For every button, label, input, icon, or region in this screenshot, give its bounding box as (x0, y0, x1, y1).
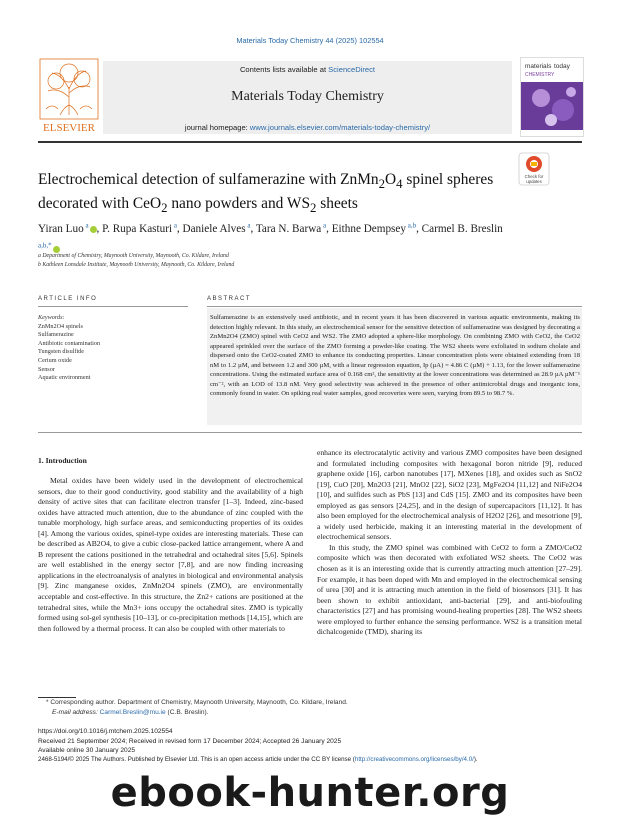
affiliation-a: a Department of Chemistry, Maynooth University, Maynooth, Co. Kildare, Ireland (38, 253, 229, 259)
homepage-line (103, 123, 512, 132)
contents-prefix: Contents lists available at (239, 65, 329, 74)
affiliation-b: b Kathleen Lonsdale Institute, Maynooth University, Maynooth, Co. Kildare, Ireland (38, 262, 235, 268)
journal-title: Materials Today Chemistry (231, 89, 384, 104)
check-for-updates-badge[interactable] (518, 152, 550, 186)
author[interactable] (38, 223, 97, 235)
intro-column-right (317, 448, 582, 638)
author-affiliation-sup[interactable]: a (83, 221, 89, 229)
email-line (52, 709, 209, 716)
sciencedirect-link[interactable]: ScienceDirect (328, 65, 376, 74)
check-updates-line2: updates (526, 179, 542, 184)
check-updates-line1: Check for (524, 174, 544, 179)
watermark: ebook-hunter.org (110, 770, 510, 816)
author-separator: , (416, 222, 422, 235)
keyword-item: ZnMn2O4 spinels (38, 322, 83, 330)
keyword-item: Antibiotic contamination (38, 339, 101, 347)
online-date: Available online 30 January 2025 (38, 747, 136, 754)
author-separator: , (176, 222, 183, 235)
keywords-label: Keywords: (38, 314, 65, 321)
article-title (38, 170, 508, 218)
abstract-text: Sulfamerazine is an extensively used antibiotic, and in recent years it has been discovered in various aquatic environments, making its detection highly relevant. In this study, an electrochemical sensor for the sensitive detection of sulfamerazine was designed by decorating a ZnMn2O4 (ZMO) spinel with CeO2 and WS2. The ZMO adopted a sphere-like morphology. On combining ZMO with CeO2, the CeO2 appeared sprinkled over the surface of the ZMO forming a powder-like coating. The WS2 sheets were exfoliated in sodium cholate and dispersed onto the CeO2-coated ZMO to enhance its conducting properties. Linear concentration plots were obtained extending from 18 nM to 1.2 µM, and between 1.2 and 300 µM, with a linear regression equation, Ip (µA) = 4.86 C (µM) + 1.13, for the lower sulfamerazine concentrations. Using the estimated surface area of 0.168 cm², the sensitivity at the lower concentrations was determined as 28.9 µA µM⁻¹ cm⁻², with an LOD of 13.8 nM. Very good selectivity was achieved in the presence of other antimicrobial drugs and inorganic ions, commonly found in water. On spiking real water samples, good recoveries were seen, varying from 89.5 to 98.7 %. (210, 314, 580, 398)
email-suffix: (C.B. Breslin). (165, 709, 209, 716)
author-name: Yiran Luo (38, 222, 84, 235)
author-name: Eithne Dempsey (331, 222, 406, 235)
homepage-link[interactable]: www.journals.elsevier.com/materials-today-chemistry/ (249, 123, 431, 132)
intro-paragraph: In this study, the ZMO spinel was combined with CeO2 to form a ZMO/CeO2 composite which was then decorated with exfoliated WS2 sheets. The CeO2 was chosen as it is an interesting oxide that is currently attracting much attention [27–29]. For example, it has been doped with Mn and employed in the electrochemical sensing of urea [30] and it is attracting much attention in the field of biosensors [31]. It has been shown to exhibit antioxidant, anti-bacterial [29], and anti-biofouling characteristics [27] and has promising wound-healing properties [28]. The WS2 sheets were employed to further enhance the sensing performance. WS2 is a transition metal dichalcogenide (TMD), sharing its (317, 542, 582, 637)
author[interactable] (102, 223, 177, 235)
author-list (38, 217, 518, 257)
keyword-item: Cerium oxide (38, 356, 72, 364)
email-link[interactable]: Carmel.Breslin@mu.ie (99, 709, 166, 716)
journal-reference[interactable]: Materials Today Chemistry 44 (2025) 102554 (236, 36, 384, 45)
title-part: decorated with CeO (38, 195, 162, 213)
keyword-item: Tungsten disulfide (38, 348, 85, 356)
title-part: nano powders and WS (167, 195, 310, 213)
contents-line (103, 65, 512, 74)
title-part: O (385, 171, 397, 188)
orcid-icon[interactable] (90, 226, 97, 233)
title-part: sheets (316, 195, 358, 213)
cover-image-icon (521, 58, 583, 136)
intro-paragraph: Metal oxides have been widely used in the development of electrochemical sensors, due to their good conductivity, good stability and the availability of a high density of active sites that can facilitate electron transfer [1–3]. Indeed, zinc-based oxides have attracted much attention, due to the abundance of zinc coupled with the tunable morphology, high surface areas, and semiconducting properties of its oxides [4]. Among the various oxides, spinel-type oxides are interesting materials. These can be described as AB2O4, to give a cubic close-packed lattice arrangement, where A and B represent the cations positioned in the tetrahedral and octahedral sites [5,6]. Spinels are well established in the energy sector [7,8], and are now finding increasing applications in the electroanalysis of analytes in biological and environmental analysis [9]. Zinc manganese oxides, ZnMn2O4 spinels (ZMO), are environmentally acceptable and cost-effective. In this structure, the Zn2+ cations are positioned at the tetrahedral sites, while the Mn3+ ions occupy the octahedral sites. ZMO is typically formed using sol-gel synthesis [10–13], or co-precipitation methods [14,15], which are then followed by a thermal process. It can also be coupled with other materials to (38, 476, 303, 633)
article-info-rule (38, 306, 188, 307)
email-label: E-mail address: (52, 709, 100, 716)
keyword-item: Sulfamerazine (38, 331, 74, 339)
author-name: P. Rupa Kasturi (102, 222, 173, 235)
author[interactable] (332, 223, 416, 235)
author-separator: , (96, 222, 103, 235)
author-name: Carmel B. Breslin (421, 222, 503, 235)
cover-title-2: today (554, 63, 570, 70)
abstract-rule (207, 306, 582, 307)
author-separator: , (250, 222, 256, 235)
header-divider (38, 141, 582, 143)
keyword-item: Sensor (38, 365, 55, 373)
keyword-item: Aquatic environment (38, 374, 91, 382)
license-link[interactable]: http://creativecommons.org/licenses/by/4.0/ (354, 756, 474, 763)
homepage-prefix: journal homepage: (184, 123, 250, 132)
license-line (38, 756, 582, 763)
title-part: spinel spheres (402, 171, 494, 188)
intro-paragraph: enhance its electrocatalytic activity and various ZMO composites have been designed and formulated including composites with hexagonal boron nitride [9], reduced graphene oxide [16], carbon nanotubes [17], MXenes [18], and oxides such as SnO2 [19], CuO [20], Mn2O3 [21], MnO2 [22], SiO2 [23], MgFe2O4 [11,12] and NiFe2O4 [10], and sulfides such as PbS [13] and CdS [15]. ZMO and its composites have been employed as gas sensors [24,25], and in the design of supercapacitors [11,12]. It has also been employed for the electrochemical analysis of H2O2 [26], and mesotrione [9], a widely used herbicide, making it an interesting material in the development of electrochemical sensors. (317, 448, 582, 542)
author-affiliation-sup[interactable]: a (172, 221, 177, 229)
introduction-heading: 1. Introduction (38, 456, 87, 465)
check-updates-icon (518, 152, 550, 186)
license-suffix: ). (473, 756, 478, 763)
cover-title-1: materials (525, 63, 552, 70)
article-info-label: ARTICLE INFO (38, 296, 98, 302)
title-sub: 2 (161, 201, 168, 216)
author-affiliation-sup[interactable]: a,b (405, 221, 417, 229)
corresponding-author-note: * Corresponding author. Department of Chemistry, Maynooth University, Maynooth, Co. Kildare, Ireland. (46, 699, 348, 706)
title-part: Electrochemical detection of sulfamerazine with ZnMn (38, 171, 379, 188)
author[interactable] (256, 223, 326, 235)
doi-link[interactable]: https://doi.org/10.1016/j.mtchem.2025.102554 (38, 728, 173, 735)
author-name: Tara N. Barwa (255, 222, 322, 235)
author-affiliation-sup[interactable]: a (245, 221, 251, 229)
keywords-block (38, 314, 188, 383)
title-sub: 4 (396, 177, 403, 192)
author-affiliation-sup[interactable]: a (321, 221, 327, 229)
author-name: Daniele Alves (182, 222, 246, 235)
intro-column-left (38, 476, 303, 634)
author-separator: , (326, 222, 332, 235)
elsevier-tree-icon (38, 57, 100, 135)
abstract-label: ABSTRACT (207, 296, 252, 302)
author-affiliation-sup[interactable]: a,b,* (38, 241, 52, 250)
abstract-bottom-rule (38, 432, 582, 433)
license-prefix: 2468-5194/© 2025 The Authors. Published by Elsevier Ltd. This is an open access article under the CC BY license ( (38, 756, 355, 763)
author[interactable] (183, 223, 251, 235)
journal-cover (520, 57, 584, 137)
footnote-divider (38, 697, 76, 698)
received-dates: Received 21 September 2024; Received in revised form 17 December 2024; Accepted 26 January 2025 (38, 738, 342, 745)
title-sub: 2 (310, 201, 317, 216)
title-sub: 2 (378, 177, 386, 192)
cover-title-3: CHEMISTRY (525, 72, 555, 78)
elsevier-logo (38, 57, 100, 135)
publisher-logo-text: ELSEVIER (43, 122, 95, 134)
